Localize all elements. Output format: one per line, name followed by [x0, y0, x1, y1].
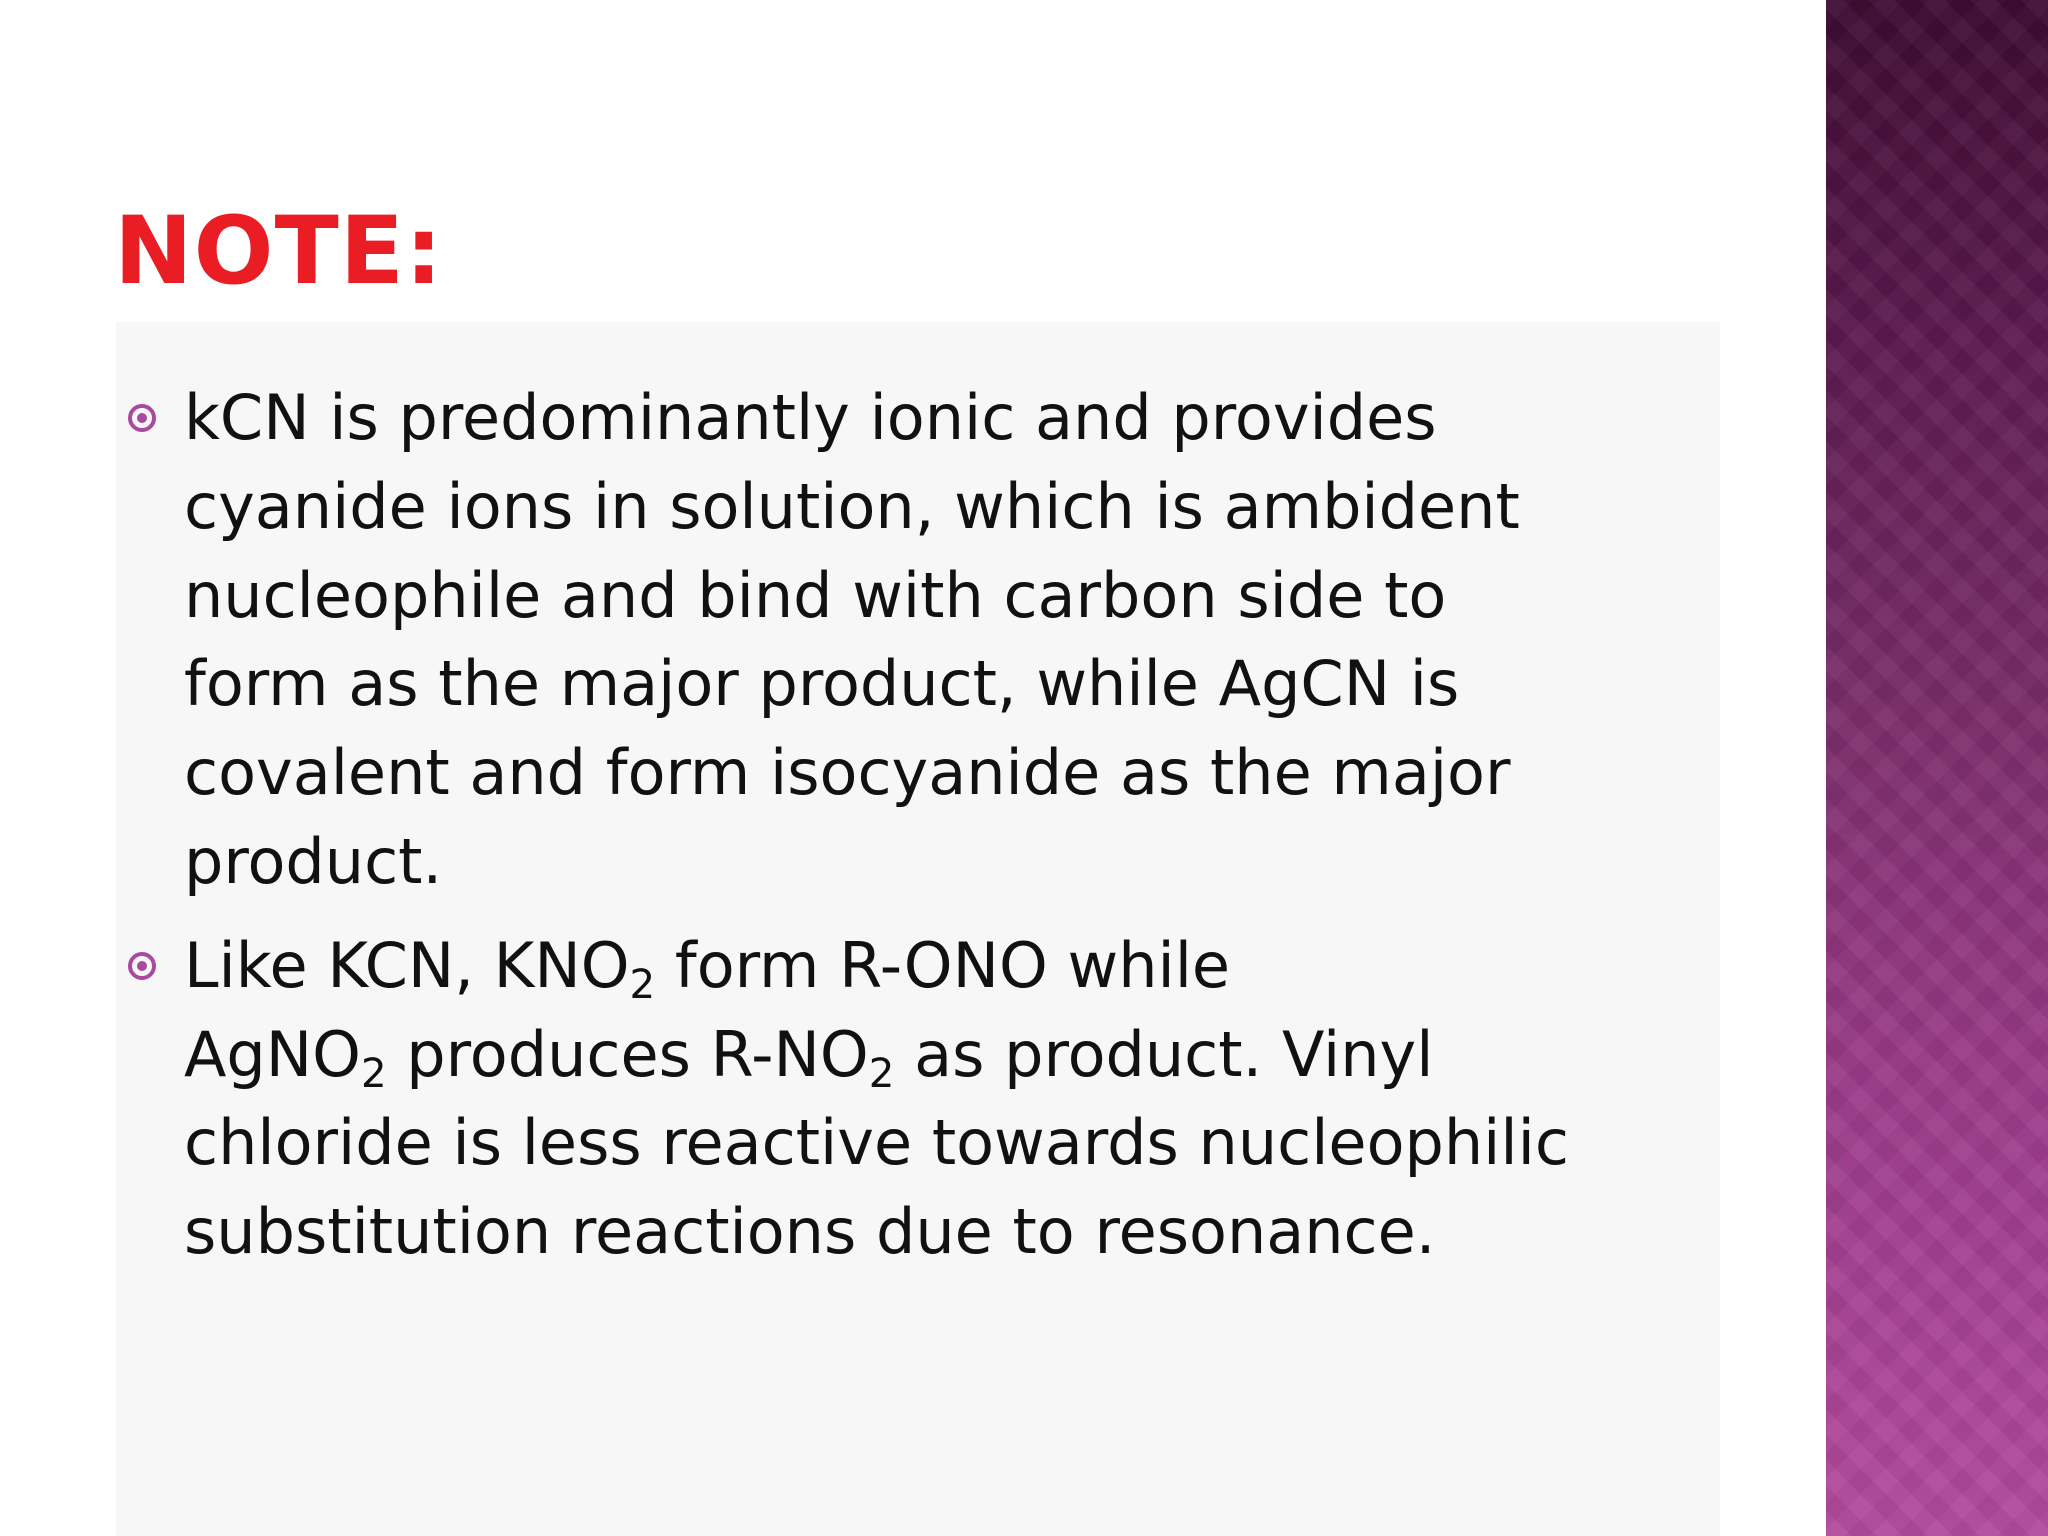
- text-segment: Like KCN, KNO: [184, 928, 630, 1002]
- bullet-item: [128, 922, 1698, 1277]
- bullet-line: [184, 1011, 1698, 1100]
- text-segment: produces R-NO: [386, 1017, 869, 1091]
- circle-bullet-icon: [128, 952, 156, 980]
- bullet-text: [184, 374, 1698, 907]
- bullet-line: chloride is less reactive towards nucleophilic: [184, 1106, 1569, 1180]
- text-segment: AgNO: [184, 1017, 361, 1091]
- decorative-side-band: [1826, 0, 2048, 1536]
- text-segment: form R-ONO while: [655, 928, 1231, 1002]
- bullet-line: nucleophile and bind with carbon side to: [184, 558, 1447, 632]
- text-segment: as product. Vinyl: [894, 1017, 1434, 1091]
- bullet-line: form as the major product, while AgCN is: [184, 647, 1460, 721]
- bullet-text: [184, 922, 1698, 1277]
- bullet-line: substitution reactions due to resonance.: [184, 1195, 1436, 1269]
- bullet-line: [184, 922, 1698, 1011]
- bullet-line: covalent and form isocyanide as the major: [184, 736, 1511, 810]
- bullet-list: [128, 374, 1698, 1292]
- subscript: 2: [629, 961, 656, 1009]
- bullet-line: cyanide ions in solution, which is ambident: [184, 469, 1520, 543]
- bullet-line: kCN is predominantly ionic and provides: [184, 381, 1437, 454]
- subscript: 2: [360, 1049, 387, 1097]
- bullet-item: [128, 374, 1698, 907]
- subscript: 2: [868, 1049, 895, 1097]
- bullet-line: product.: [184, 824, 443, 898]
- circle-bullet-icon: [128, 404, 156, 432]
- slide-title: NOTE:: [114, 197, 444, 306]
